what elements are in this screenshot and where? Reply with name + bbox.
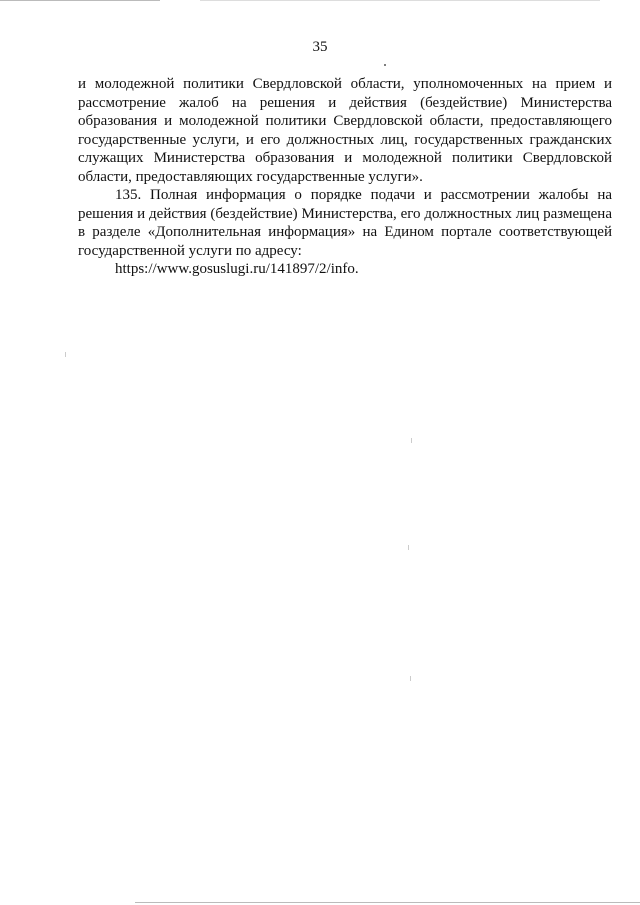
paragraph-135-text: 135. Полная информация о порядке подачи и рассмотрении жалобы на решения и действия (бездействие) Министерства, его должностных лиц размещена в разделе «Дополнительная информация» на Едином портале соответствующей государственной услуги по адресу: (78, 187, 612, 259)
scan-mark (411, 438, 412, 443)
scan-mark (408, 545, 409, 550)
document-body (78, 75, 612, 279)
paragraph-continuation: и молодежной политики Свердловской области, уполномоченных на прием и рассмотрение жалоб на решения и действия (бездействие) Министерства образования и молодежной политики Свердловской области, предоставляющего государственные услуги, и его должностных лиц, государственных гражданских служащих Министерства образования и молодежной политики Свердловской области, предоставляющих государственные услуги». (78, 76, 612, 185)
gosuslugi-url: https://www.gosuslugi.ru/141897/2/info. (115, 261, 359, 277)
paragraph-135 (78, 186, 612, 279)
scan-speck (384, 64, 386, 66)
scan-edge-line (0, 0, 160, 1)
scan-mark (65, 352, 66, 357)
scan-edge-line (135, 902, 640, 903)
scan-mark (410, 676, 411, 681)
scan-edge-line (200, 0, 600, 1)
page-number: 35 (312, 39, 328, 55)
